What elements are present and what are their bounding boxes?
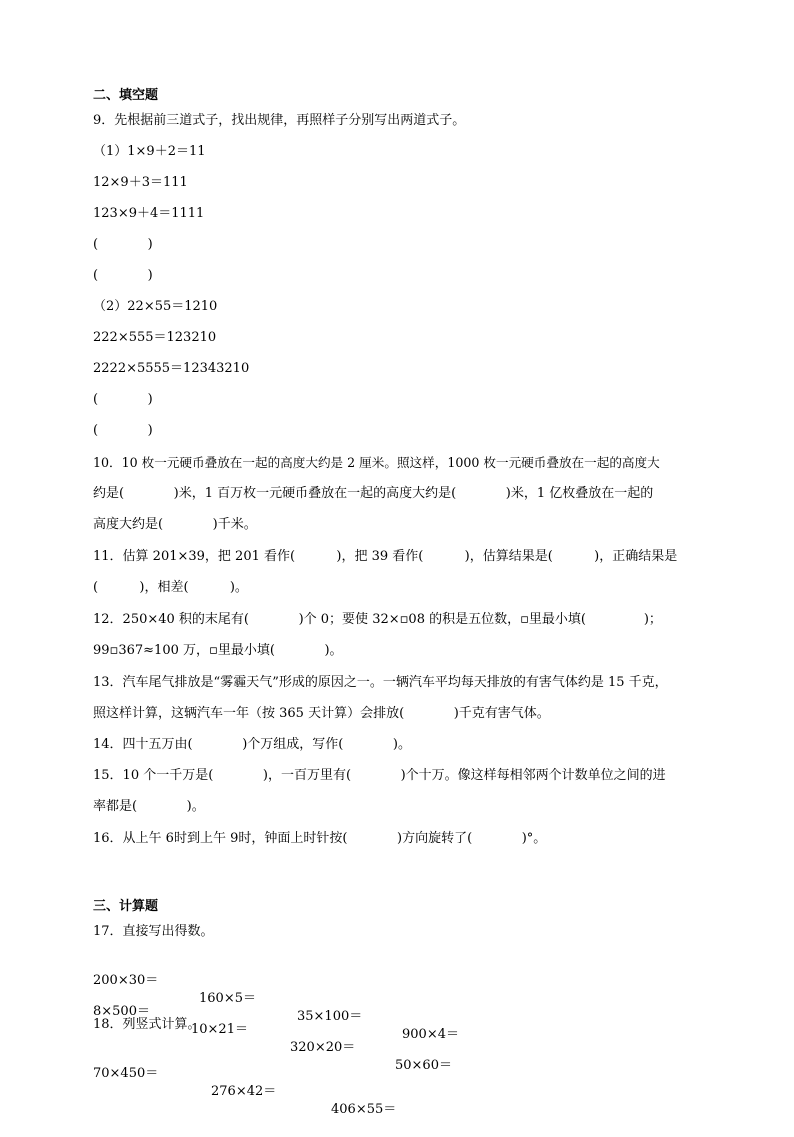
question-17-stem: 17．直接写出得数。 xyxy=(93,924,214,939)
calc-item: 406×55＝ xyxy=(331,1102,397,1117)
question-18-row-1 xyxy=(93,1047,713,1137)
q9-part2-line-3: 2222×5555＝12343210 xyxy=(93,361,250,376)
calc-item: 35×100＝ xyxy=(297,1009,363,1024)
calc-item: 320×20＝ xyxy=(290,1040,356,1055)
question-10-line-3: 高度大约是( )千米。 xyxy=(93,517,257,532)
q9-part2-blank-1: ( ) xyxy=(93,392,153,407)
question-11-line-2: ( )，相差( )。 xyxy=(93,580,248,595)
calc-item: 200×30＝ xyxy=(93,973,159,988)
calc-item: 276×42＝ xyxy=(211,1084,277,1099)
section-heading-fill-in: 二、填空题 xyxy=(93,88,159,103)
q9-part2-line-2: 222×555＝123210 xyxy=(93,330,217,345)
question-13-line-2: 照这样计算，这辆汽车一年（按 365 天计算）会排放( )千克有害气体。 xyxy=(93,706,550,721)
calc-item: 50×60＝ xyxy=(395,1058,452,1073)
question-15-line-2: 率都是( )。 xyxy=(93,799,205,814)
question-10-line-1: 10．10 枚一元硬币叠放在一起的高度大约是 2 厘米。照这样，1000 枚一元硬币叠放在一起的高度大 xyxy=(93,455,660,470)
q9-part1-blank-2: ( ) xyxy=(93,268,153,283)
question-18-stem: 18．列竖式计算。 xyxy=(93,1017,201,1032)
question-9-stem: 9．先根据前三道式子，找出规律，再照样子分别写出两道式子。 xyxy=(93,113,466,128)
q9-part1-line-2: 12×9＋3＝111 xyxy=(93,175,188,190)
question-10-line-2: 约是( )米，1 百万枚一元硬币叠放在一起的高度大约是( )米，1 亿枚叠放在一起的 xyxy=(93,486,654,501)
q9-part2-line-1: （2）22×55＝1210 xyxy=(93,299,218,314)
question-12-line-2: 99▫367≈100 万，▫里最小填( )。 xyxy=(93,643,343,658)
q9-part2-blank-2: ( ) xyxy=(93,423,153,438)
calc-item: 70×450＝ xyxy=(93,1066,159,1081)
calc-item: 900×4＝ xyxy=(402,1027,459,1042)
calc-item: 160×5＝ xyxy=(199,991,256,1006)
q9-part1-line-1: （1）1×9＋2＝11 xyxy=(93,144,206,159)
question-16: 16．从上午 6时到上午 9时，钟面上时针按( )方向旋转了( )°。 xyxy=(93,831,547,846)
calc-item: 8×500＝ xyxy=(93,1004,150,1019)
question-12-line-1: 12．250×40 积的末尾有( )个 0；要使 32×▫08 的积是五位数，▫里最小填( )； xyxy=(93,612,662,627)
question-11-line-1: 11．估算 201×39，把 201 看作( )，把 39 看作( )，估算结果是( )，正确结果是 xyxy=(93,549,678,564)
q9-part1-blank-1: ( ) xyxy=(93,237,153,252)
question-13-line-1: 13．汽车尾气排放是“雾霾天气”形成的原因之一。一辆汽车平均每天排放的有害气体约是 15 千克， xyxy=(93,675,668,690)
section-heading-calculation: 三、计算题 xyxy=(93,899,159,914)
question-14: 14．四十五万由( )个万组成，写作( )。 xyxy=(93,737,412,752)
question-15-line-1: 15．10 个一千万是( )，一百万里有( )个十万。像这样每相邻两个计数单位之间的进 xyxy=(93,768,666,783)
calc-item: 10×21＝ xyxy=(191,1022,248,1037)
q9-part1-line-3: 123×9＋4＝1111 xyxy=(93,206,205,221)
